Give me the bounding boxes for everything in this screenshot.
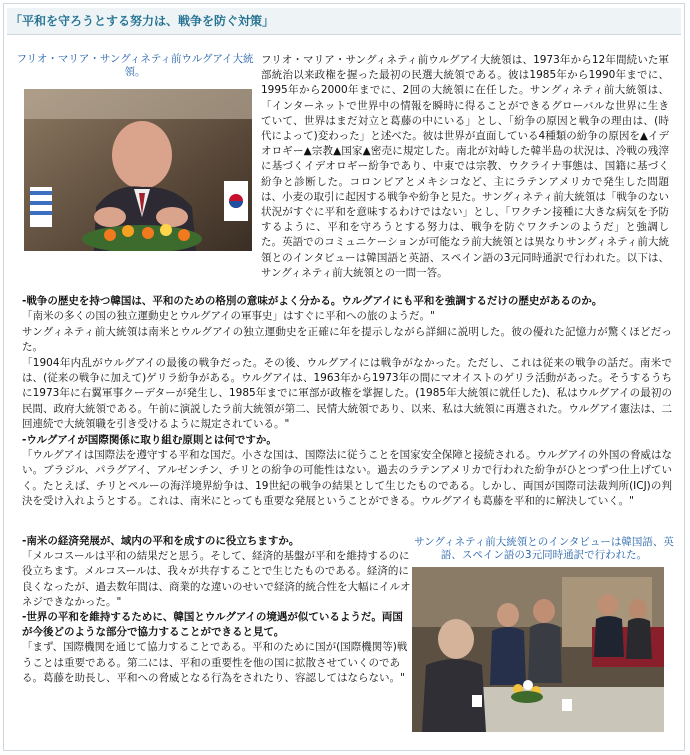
answer-1-line-3: 「1904年内乱がウルグアイの最後の戦争だった。その後、ウルグアイには戦争がなかった。ただし、これは従来の戦争の話だ。南米では、(従来の戦争に加えて)ゲリラ紛争がある。ウルグアイは、1963年から1973年の間にマオイストのゲリラ活動があった。そうするうちに1973年に右翼軍事クーデターが発生し、1985年までに軍部が政権を掌握した。(1985年大統領に就任した)、私はウルグアイの最初の民間、政府大統領である。午前に演説したラ前大統領が第二、民情大統領であり、以来、私は大統領に再選された。ウルグアイ憲法は、二回連続で大統領職を引き受けるように規定されている。" <box>22 356 672 431</box>
question-3: -南米の経済発展が、域内の平和を成すのに役立ちますか。 <box>22 535 300 547</box>
answer-3: 「メルコスールは平和の結果だと思う。そして、経済的基盤が平和を維持するのに役立ちます。メルコスールは、我々が共存することで生じたものである。経済的に良くなったが、過去数年間は、商業的な違いのせいで経済的統合性を大幅にイルオネジできなかった。" <box>22 550 411 608</box>
answer-4: 「まず、国際機関を通じて協力することである。平和のために国が(国際機関等)戦うことは重要である。第二には、平和の重要性を他の国に拡散させていくのである。葛藤を助長し、平和への脅威となる行為をされたり、容認してはならない。" <box>22 641 408 684</box>
intro-paragraph: フリオ・マリア・サングィネティ前ウルグアイ大統領は、1973年から12年間続いた軍部統治以来政権を握った最初の民選大統領である。彼は1985年から1990年までに、1995年から2000年までに、2回の大統領に在任した。サングィネティ前大統領は、「インターネットで世界中の情報を瞬時に得ることができるグローバルな世界に生きていて、世界はまだ対立と葛藤の中にいる」とし、「紛争の原因と戦争の理由は、(時代によって)変わった」と述べた。彼は世界が直面している4種類の紛争の原因を▲イデオロギー▲宗教▲国家▲密売に規定した。南北が対峙した韓半島の状況は、冷戦の残滓に基づくイデオロギー紛争であり、中東では宗教、ウクライナ事態は、国籍に基づく紛争と診断した。コロンビアとメキシコなど、主にラテンアメリカで発生した問題は、小麦の取引に起因する戦争や紛争と見た。サングィネティ前大統領は「戦争のない状況がすぐに平和を意味するわけではない」とし、「ワクチン接種に大きな病気を予防するように、平和を守ろうとする努力は、戦争を防ぐワクチンのようだ」と強調した。英語でのコミュニケーションが可能なラ前大統領とは異なりサングィネティ前大統領とのインタビューは韓国語と英語、スペイン語の3元同時通訳で行われた。以下は、サングィネティ前大統領との一問一答。 <box>261 54 669 279</box>
photo2-caption: サングィネティ前大統領とのインタビューは韓国語、英語、スペイン語の3元同時通訳で行われた。 <box>414 536 674 561</box>
interview-body <box>22 294 672 510</box>
answer-2: 「ウルグアイは国際法を遵守する平和な国だ。小さな国は、国際法に従うことを国家安全保障と接続される。ウルグアイの外国の脅威はない。ブラジル、パラグアイ、アルゼンチン、チリとの紛争の可能性はない。過去のラテンアメリカで行われた紛争がひとつずつ仕上げていく。たとえば、チリとペルーの海洋境界紛争は、19世紀の戦争の結果として生じたものである。しかし、両国が国際司法裁判所(ICJ)の判決を受け入れようとする。これは、南米にとっても重要な発展ということができる。ウルグアイも葛藤を平和的に解決していく。" <box>22 449 672 508</box>
interview-lower <box>22 534 412 686</box>
photo-interview <box>412 567 664 732</box>
answer-1-line-1: 「南米の多くの国の独立運動史とウルグアイの軍事史」はすぐに平和への旅のようだ。" <box>22 310 435 323</box>
question-4: -世界の平和を維持するために、韓国とウルグアイの境遇が似ているようだ。両国が今後どのような部分で協力することができると見て。 <box>22 611 403 639</box>
article-title: 「平和を守ろうとする努力は、戦争を防ぐ対策」 <box>10 14 275 28</box>
photo-former-president <box>24 89 252 251</box>
question-2: -ウルグアイが国際関係に取り組む原則とは何ですか。 <box>22 433 277 446</box>
answer-1-line-2: サングィネティ前大統領は南米とウルグアイの独立運動史を正確に年を提示しながら詳細に説明した。彼の優れた記憶力が驚くほどだった。 <box>22 325 672 354</box>
question-1: -戦争の歴史を持つ韓国は、平和のための格別の意味がよく分かる。ウルグアイにも平和を強調するだけの歴史があるのか。 <box>22 295 603 307</box>
photo1-caption: フリオ・マリア・サングィネティ前ウルグアイ大統領。 <box>16 53 254 78</box>
